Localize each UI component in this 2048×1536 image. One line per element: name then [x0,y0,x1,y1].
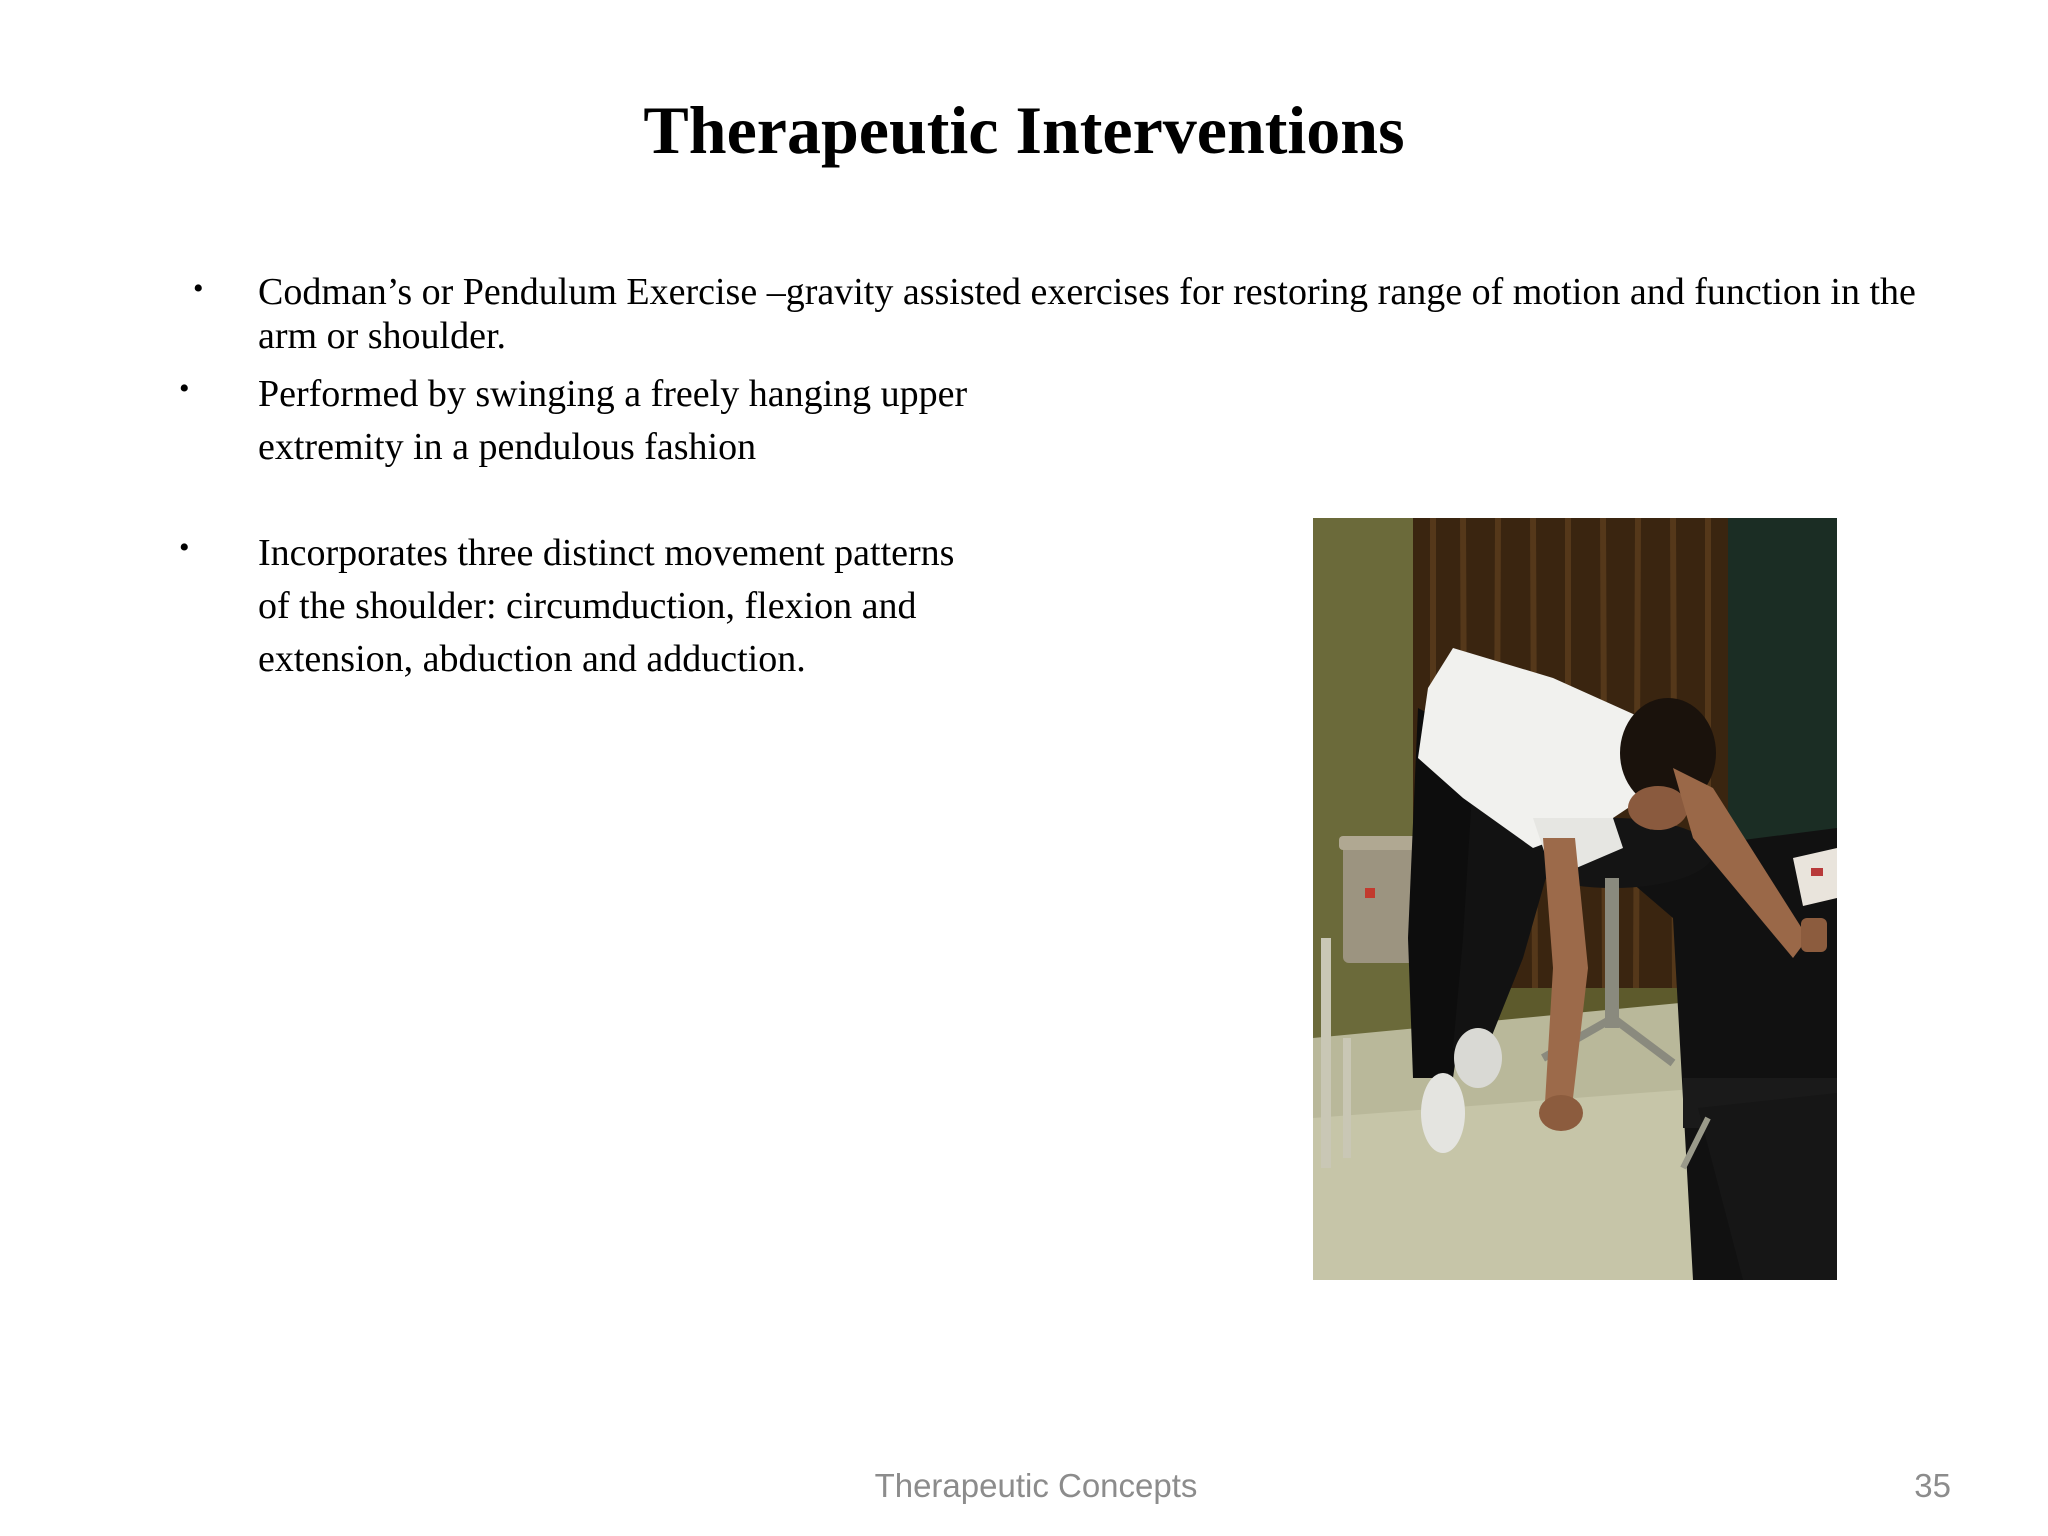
bullet-item-codman: Codman’s or Pendulum Exercise –gravity assisted exercises for restoring range of motion and function in the arm or shoulder. [258,271,1916,357]
pendulum-exercise-photo [1313,518,1837,1280]
bullet-marker: • [179,372,190,405]
page-number: 35 [1914,1467,1951,1504]
bullet-marker: • [179,531,190,564]
bullet-item-performed: Performed by swinging a freely hanging upper extremity in a pendulous fashion [258,373,968,468]
slide-title: Therapeutic Interventions [643,92,1405,168]
bullet-marker: • [193,272,204,305]
footer-title: Therapeutic Concepts [874,1467,1198,1504]
bullet-item-movement-patterns: Incorporates three distinct movement patterns of the shoulder: circumduction, flexion and extension, abduction and adduction. [258,532,955,680]
